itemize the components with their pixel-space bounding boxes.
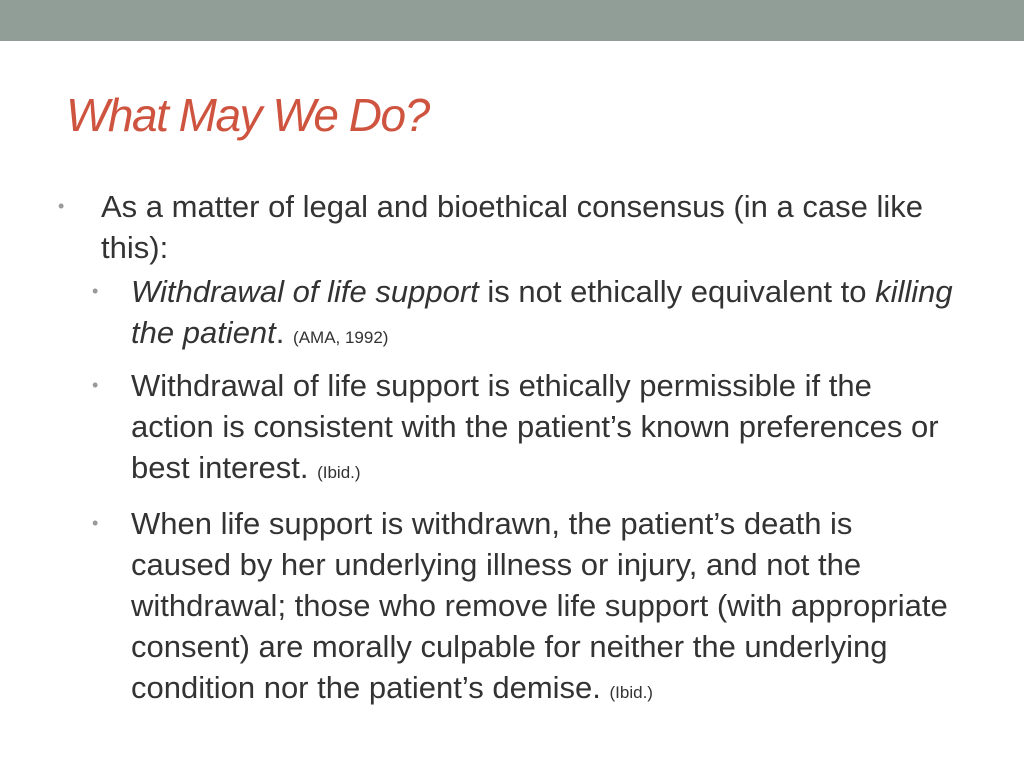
slide-body (56, 186, 956, 713)
slide-title: What May We Do? (66, 89, 429, 141)
sub-bullet-item (56, 503, 956, 713)
bullet-text: As a matter of legal and bioethical consensus (in a case like this): (101, 189, 923, 265)
sub-bullet-text: When life support is withdrawn, the patient’s death is caused by her underlying illness or injury, and not the withdrawal; those who remove life support (with appropriate consent) are morally culpable for neither the underlying condition nor the patient’s demise. (131, 506, 948, 705)
sub-bullet-italic-tail: killing the patient (131, 274, 953, 350)
bullet-item (56, 186, 956, 268)
sub-bullet-item (56, 271, 956, 358)
citation: (Ibid.) (317, 463, 361, 482)
bullet-icon: • (92, 375, 99, 395)
top-accent-bar (0, 0, 1024, 41)
sub-bullet-item (56, 365, 956, 493)
citation: (Ibid.) (609, 683, 653, 702)
bullet-icon: • (58, 196, 65, 216)
sub-bullet-text: is not ethically equivalent to (478, 274, 876, 309)
bullet-icon: • (92, 513, 99, 533)
sub-bullet-italic-lead: Withdrawal of life support (131, 274, 479, 309)
sub-bullet-text-end: . (275, 315, 294, 350)
citation: (AMA, 1992) (293, 328, 389, 347)
sub-bullet-text: Withdrawal of life support is ethically permissible if the action is consistent with the patient’s known preferences or best interest. (131, 368, 939, 485)
bullet-icon: • (92, 281, 99, 301)
